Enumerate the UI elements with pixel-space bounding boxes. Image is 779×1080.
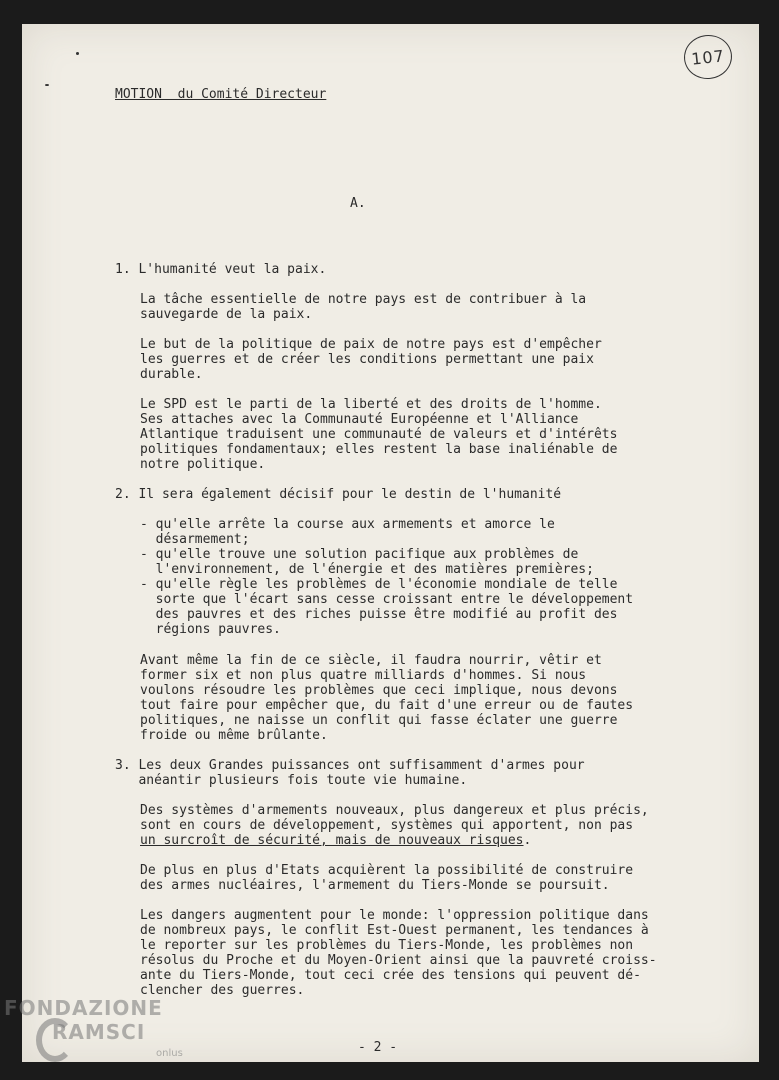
item-3-paragraph-2 xyxy=(140,863,633,893)
item-1-paragraph-2 xyxy=(140,337,602,382)
bullet-line: l'environnement, de l'énergie et des matières premières; xyxy=(140,562,594,577)
text-line: durable. xyxy=(140,367,203,382)
item-2-paragraph-1 xyxy=(140,653,633,743)
item-1-paragraph-3 xyxy=(140,397,617,472)
text-line: politiques fondamentaux; elles restent la base inaliénable de xyxy=(140,442,618,457)
bullet-line: - qu'elle règle les problèmes de l'économie mondiale de telle xyxy=(140,577,618,592)
text-line: La tâche essentielle de notre pays est de contribuer à la xyxy=(140,292,587,307)
text-line: de nombreux pays, le conflit Est-Ouest permanent, les tendances à xyxy=(140,923,649,938)
item-3-heading xyxy=(115,758,585,788)
text-line: les guerres et de créer les conditions permettant une paix xyxy=(140,352,594,367)
item-3-paragraph-1 xyxy=(140,803,649,848)
text-line: froide ou même brûlante. xyxy=(140,728,328,743)
text-line: des armes nucléaires, l'armement du Tiers-Monde se poursuit. xyxy=(140,878,610,893)
text-line: voulons résoudre les problèmes que ceci implique, nous devons xyxy=(140,683,618,698)
document-page xyxy=(22,24,759,1062)
document-title: MOTION du Comité Directeur xyxy=(115,87,327,102)
text-line: le reporter sur les problèmes du Tiers-Monde, les problèmes non xyxy=(140,938,634,953)
bullet-line: désarmement; xyxy=(140,532,250,547)
bullet-line: régions pauvres. xyxy=(140,622,281,637)
bullet-line: - qu'elle trouve une solution pacifique aux problèmes de xyxy=(140,547,579,562)
text-line: De plus en plus d'Etats acquièrent la possibilité de construire xyxy=(140,863,634,878)
watermark-line-3: onlus xyxy=(156,1048,183,1059)
text-line: Ses attaches avec la Communauté Européenne et l'Alliance xyxy=(140,412,579,427)
text-line: Avant même la fin de ce siècle, il faudra nourrir, vêtir et xyxy=(140,653,602,668)
text-line: Des systèmes d'armements nouveaux, plus dangereux et plus précis, xyxy=(140,803,649,818)
text-line: clencher des guerres. xyxy=(140,983,305,998)
stamp-number: 107 xyxy=(690,45,726,69)
item-2-bullets xyxy=(140,517,633,637)
text-line: sauvegarde de la paix. xyxy=(140,307,313,322)
text-line: anéantir plusieurs fois toute vie humaine. xyxy=(115,773,468,788)
sentence-end: . xyxy=(523,833,532,848)
document-body xyxy=(22,24,759,1062)
text-line: Le but de la politique de paix de notre pays est d'empêcher xyxy=(140,337,602,352)
text-line: 3. Les deux Grandes puissances ont suffisamment d'armes pour xyxy=(115,758,585,773)
item-2-heading: 2. Il sera également décisif pour le destin de l'humanité xyxy=(115,487,562,502)
text-line: Atlantique traduisent une communauté de valeurs et d'intérêts xyxy=(140,427,618,442)
text-line: tout faire pour empêcher que, du fait d'une erreur ou de fautes xyxy=(140,698,634,713)
text-line: résolus du Proche et du Moyen-Orient ainsi que la pauvreté croiss- xyxy=(140,953,657,968)
item-1-paragraph-1 xyxy=(140,292,586,322)
text-line: notre politique. xyxy=(140,457,266,472)
page-footer-number: - 2 - xyxy=(358,1040,398,1055)
underlined-phrase: un surcroît de sécurité, mais de nouveaux risques xyxy=(140,833,524,848)
watermark-line-1: FONDAZIONE xyxy=(4,996,163,1020)
text-line: ante du Tiers-Monde, tout ceci crée des tensions qui peuvent dé- xyxy=(140,968,641,983)
watermark-line-2: RAMSCI xyxy=(52,1020,146,1044)
bullet-line: des pauvres et des riches puisse être modifié au profit des xyxy=(140,607,618,622)
item-1-heading: 1. L'humanité veut la paix. xyxy=(115,262,327,277)
bullet-line: - qu'elle arrête la course aux armements et amorce le xyxy=(140,517,555,532)
text-line: sont en cours de développement, systèmes qui apportent, non pas xyxy=(140,818,634,833)
text-line: former six et non plus quatre milliards d'hommes. Si nous xyxy=(140,668,587,683)
text-line xyxy=(140,833,649,848)
text-line: Le SPD est le parti de la liberté et des droits de l'homme. xyxy=(140,397,602,412)
bullet-line: sorte que l'écart sans cesse croissant entre le développement xyxy=(140,592,634,607)
item-3-paragraph-3 xyxy=(140,908,657,998)
text-line: Les dangers augmentent pour le monde: l'oppression politique dans xyxy=(140,908,649,923)
section-letter: A. xyxy=(350,196,366,211)
text-line: politiques, ne naisse un conflit qui fasse éclater une guerre xyxy=(140,713,618,728)
